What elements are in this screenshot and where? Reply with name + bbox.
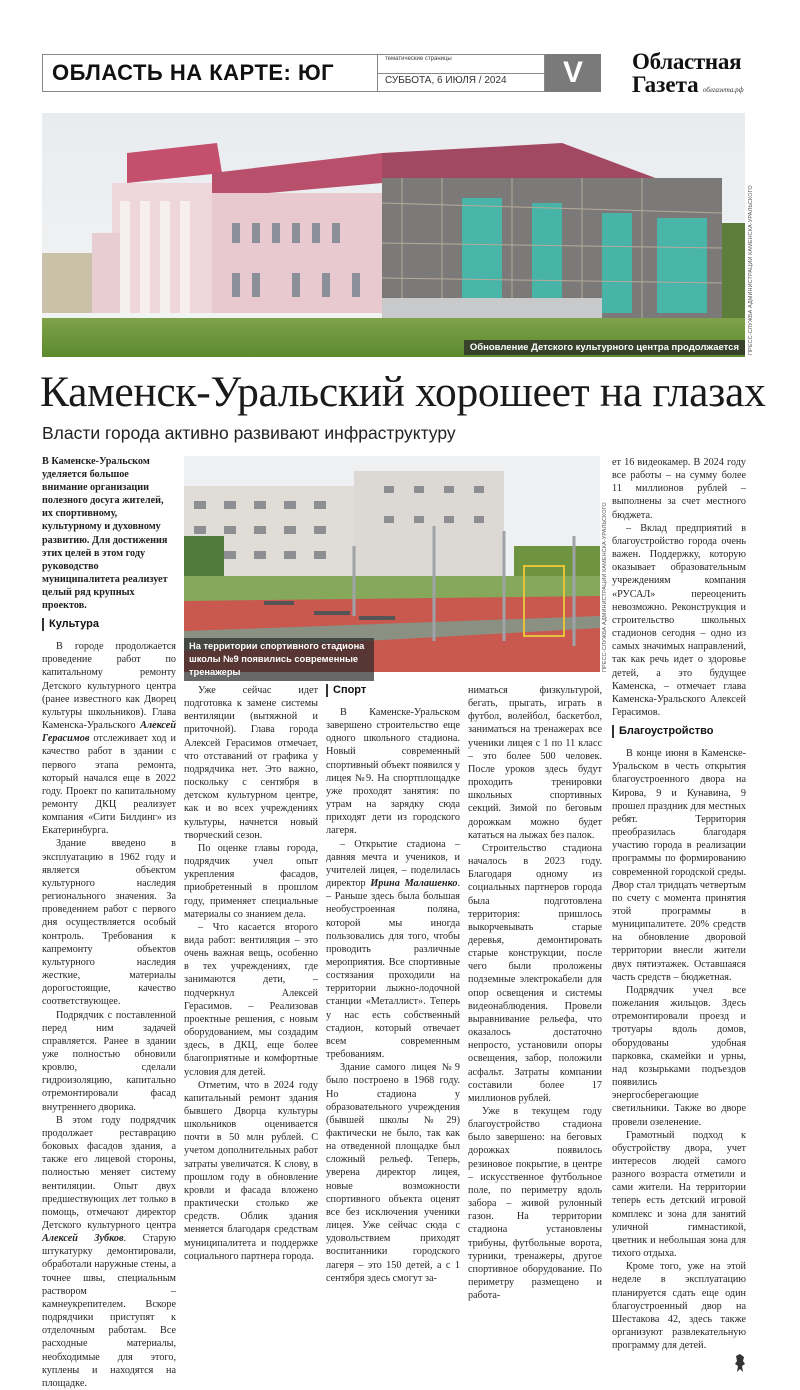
photo-credit-1: ПРЕСС-СЛУЖБА АДМИНИСТРАЦИИ КАМЕНСКА-УРАЛЬСКОГО [748,185,754,355]
paragraph-text: . Старую штукатурку демонтировали, обработали наружные стены, а точнее швы, специальным раствором – камнеукрепителем. Вскоре подрядчики приступят к отделочным работам. Все расходные материалы, необходимые для этого, куплены и находятся на площадке. [42,1233,177,1389]
article-headline: Каменск-Уральский хорошеет на глазах [40,368,766,416]
article-lead: В Каменске-Уральском уделяется большое внимание организации полезного досуга жителей, их спортивному, культурному и духовному развитию. Для достижения этих целей в этом году руководство муниципалитета реализует целый ряд крупных проектов. [42,456,168,612]
photo-caption-stadium: На территории спортивного стадиона школы №9 появились современные тренажеры [184,638,374,681]
article-paragraph [612,747,746,984]
person-name: Алексей Герасимов [42,720,176,745]
paragraph-text: Уже сейчас идет подготовка к замене системы вентиляции (вытяжной и приточной). Глава города Алексей Герасимов отмечает, что отставаний от графика у подрядчика нет. Это важно, поскольку с сентября в детском культурном центре, как и во всех учреждениях культуры, начнется новый творческий сезон. [184,685,318,841]
article-column-3 [326,678,460,1285]
article-paragraph [468,684,602,842]
article-paragraph [42,837,176,1008]
person-name: Алексей Зубков [42,1233,124,1245]
paragraph-text: Здание введено в эксплуатацию в 1962 году и является объектом культурного наследия регионального значения. За проведением работ с первого дня осуществляется особый контроль. Требования к капремонту объектов культурного наследия жесткие, материалы дорогостоящие, качество соответствующее. [42,838,176,1008]
article-paragraph [184,1079,318,1263]
page-number: V [545,54,601,92]
paragraph-text: Подрядчик с поставленной перед ним задачей справляется. Ранее в здании уже полностью обновили кровлю, сделали гидроизоляцию, капитально отремонтировали фасад внутреннего дворика. [42,1009,176,1113]
paragraph-text: В городе продолжается проведение работ по капитальному ремонту Детского культурного центра (ранее известного как Дворец культуры школьников). Глава Каменска-Уральского [42,641,176,732]
article-paragraph [184,842,318,921]
photo-culture-center [42,113,745,357]
article-paragraph [468,842,602,1105]
person-name: Ирина Малашенко [370,878,458,890]
article-subheadline: Власти города активно развивают инфраструктуру [42,423,456,443]
article-paragraph [612,1129,746,1261]
article-paragraph [184,921,318,1079]
article-paragraph [42,1009,176,1114]
article-paragraph [612,984,746,1129]
logo-site: облгазета.рф [703,86,744,94]
paragraph-text: Строительство стадиона началось в 2023 году. Благодаря одному из социальных партнеров города была подготовлена территория: пришлось выкорчевывать старые деревья, демонтировать старые конструкции, после чего были проложены подземные электрокабели для опор освещения и системы видеонаблюдения. Провели выравнивание рельефа, что оказалось достаточно непросто, установили опоры освещения, забор, положили асфальт. Затраты компании составили более 17 миллионов рублей. [468,842,602,1104]
paragraph-text: Подрядчик учел все пожелания жильцов. Здесь отремонтировали проезд и тротуары вдоль домов, оборудованы удобная парковка, скамейки и урны, над козырьками подъездов появились энергосберегающие светильники. Также во дворе провели озеленение. [612,984,746,1128]
paragraph-text: В этом году подрядчик продолжает реставрацию боковых фасадов здания, а также его лицевой стороны, полностью меняет систему вентиляции. Опыт двух предшествующих лет только в помощь, отмечают директор Детского культурного центра [42,1114,176,1231]
paragraph-text: Отметим, что в 2024 году капитальный ремонт здания бывшего Дворца культуры школьников оценивается почти в 50 млн рублей. С учетом дополнительных работ затраты увеличатся. К слову, в прошлом году в обновление кровли и фасада вложено практически столько же средств. Облик здания меняется благодаря средствам муниципалитета и поддержке социального партнера города. [184,1079,318,1262]
paragraph-text: Уже в текущем году благоустройство стадиона было завершено: на беговых дорожках появилось резиновое покрытие, в центре – искусственное футбольное поле, по периметру вдоль забора – живой рулонный газон. На территории стадиона установлены трибуны, футбольные ворота, турники, тренажеры, другое спортивное оборудование. По периметру размещено и работа- [468,1106,602,1302]
article-column-2 [184,684,318,1263]
paragraph-text: В Каменске-Уральском завершено строительство еще одного школьного стадиона. Новый современный спортивный объект появился у лицея №9. На спортплощадке уже проходят занятия: по утрам на зарядку сюда приходят дети из городского лагеря. [326,707,460,837]
header-subtitle: тематические страницы [385,56,452,62]
article-paragraph [326,1061,460,1285]
article-paragraph [42,1114,176,1390]
paragraph-text: – Вклад предприятий в благоустройство города очень важен. Поддержку, которую оказывает образовательным учреждениям компания «РУСАЛ» переоценить невозможно. Реконструкция и строительство школьных стадионов сегодня – одно из самых значимых направлений, так как речь идет о здоровье детей, а это будущее Каменска, – отмечает глава Каменска-Уральского Алексей Герасимов. [612,522,746,718]
photo-credit-2: ПРЕСС-СЛУЖБА АДМИНИСТРАЦИИ КАМЕНСКА-УРАЛЬСКОГО [602,502,608,672]
section-heading: Благоустройство [612,725,746,738]
article-paragraph [612,522,746,719]
paragraph-text: . – Раньше здесь была большая необустроенная поляна, которой мы иногда пользовались для того, чтобы проводить различные мероприятия. Все спортивные состязания проходили на территории лыжно-лодочной станции «Металлист». Теперь у нас есть собственный стадион, который отвечает всем современным требованиям. [326,878,461,1061]
paragraph-text: По оценке главы города, подрядчик учел опыт укрепления фасадов, приобретенный в прошлом году, применяет специальные материалы со знанием дела. [184,842,318,920]
paragraph-text: ниматься физкультурой, бегать, прыгать, играть в футбол, волейбол, баскетбол, заниматься на тренажерах все ученики лицея с 1 по 11 класс – это более 500 человек. После уроков здесь будут проходить тренировки школьных спортивных секций. Зимой по беговым дорожкам можно будет кататься на лыжах без палок. [468,685,602,841]
section-heading: Культура [42,618,176,631]
article-column-5 [612,456,746,1372]
paragraph-text: – Открытие стадиона – давняя мечта и учеников, и учителей лицея, – поделилась директор [326,838,460,890]
article-paragraph [184,684,318,842]
article-paragraph [612,456,746,522]
end-mark-icon [734,1354,746,1372]
paragraph-text: ет 16 видеокамер. В 2024 году все работы – на сумму более 11 миллионов рублей – выполнены за счет местного бюджета. [612,457,746,521]
section-heading: Спорт [326,684,460,697]
section-title: ОБЛАСТЬ НА КАРТЕ: ЮГ [52,60,335,85]
paragraph-text: Кроме того, уже на этой неделе в эксплуатацию планируется сдать еще один благоустроенный двор на Шестакова 42, здесь также организуют развлекательную программу для детей. [612,1261,746,1352]
article-paragraph [468,1105,602,1302]
paragraph-text: Здание самого лицея №9 было построено в 1968 году. Но стадиона у образовательного учреждения (бывшей школы №29) фактически не было, так как на отведенной площадке был сложный рельеф. Теперь, уверена директор лицея, новые возможности спортивного объекта оценят все без исключения ученики лицея. Уже сейчас сюда с удовольствием приходят воспитанники городского лагеря – это 150 детей, а с 1 сентября здесь смогут за- [326,1062,460,1284]
paragraph-text: Грамотный подход к обустройству двора, учет интересов людей самого разного возраста отметили и сами жители. На территории теперь есть детский игровой комплекс и зона для занятий уличной гимнастикой, цветник и небольшая зона для тихого отдыха. [612,1129,746,1260]
end-mark [612,1354,746,1372]
article-paragraph [326,838,460,1062]
article-paragraph [326,706,460,838]
logo-line2: Газета [632,72,699,97]
article-column-4 [468,684,602,1302]
article-paragraph [612,1260,746,1352]
paragraph-text: В конце июня в Каменске-Уральском в честь открытия благоустроенного двора на Кирова, 9 и Кунавина, 9 прошел праздник для местных ребят. Территория преобразилась благодаря участию города в реализации программы по формированию современной городской среды. Двор стал тридцать четвертым по счету с момента принятия этой программы в муниципалитете. 20% средств на обновление дворовой территории внесли жители двух пятиэтажек. Оставшаяся часть средств – бюджетная. [612,748,746,983]
paragraph-text: – Что касается второго вида работ: вентиляция – это очень важная вещь, особенно в тех учреждениях, где занимаются дети, – подчеркнул Алексей Герасимов. – Реализовав проектные решения, с новым оборудованием, мы создадим здесь, в ДКЦ, еще более благоприятные и комфортные условия для детей. [184,921,318,1078]
logo-line1: Областная [632,49,742,74]
paragraph-text: отслеживает ход и качество работ в здании с первого этапа ремонта, который начался еще в 2022 году. Проект по капитальному ремонту ДКЦ реализует компания «Сити Билдинг» из Екатеринбурга. [42,733,176,837]
photo-caption-culture-center: Обновление Детского культурного центра продолжается [464,340,745,355]
article-paragraph [42,640,176,837]
article-column-1 [42,455,176,1390]
issue-date: СУББОТА, 6 ИЮЛЯ / 2024 [385,75,507,86]
